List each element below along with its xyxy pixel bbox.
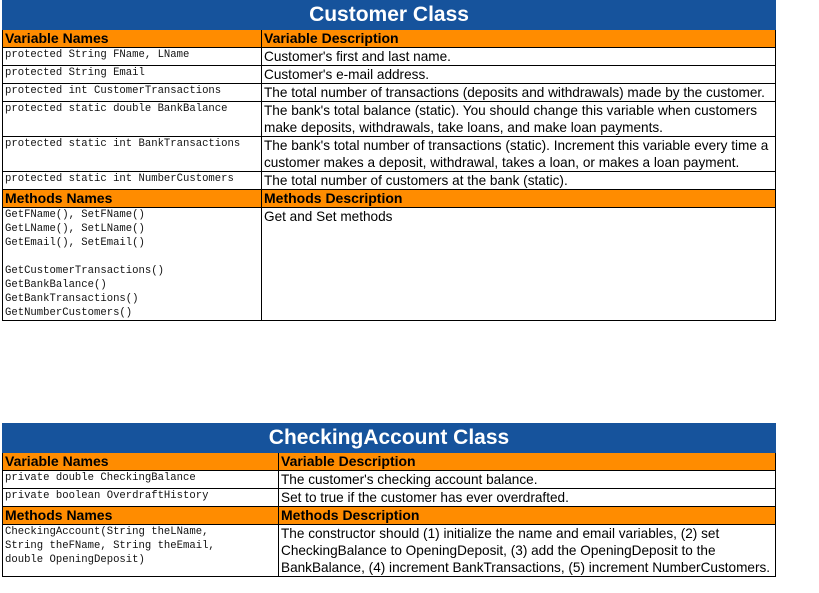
- methods-names-header: Methods Names: [3, 190, 262, 208]
- methods-description-header: Methods Description: [262, 190, 776, 208]
- variable-name: protected static int NumberCustomers: [3, 172, 262, 190]
- method-name: GetLName(), SetLName(): [5, 223, 145, 235]
- constructor-line: double OpeningDeposit): [5, 554, 145, 566]
- methods-description: Get and Set methods: [262, 208, 776, 321]
- variable-description-header: Variable Description: [279, 453, 776, 471]
- variable-name: private double CheckingBalance: [3, 471, 279, 489]
- variable-name: protected String FName, LName: [3, 48, 262, 66]
- checking-account-class-table: [2, 423, 776, 577]
- checking-account-class-title: CheckingAccount Class: [3, 424, 776, 453]
- table-row: [3, 102, 776, 137]
- variable-name: protected String Email: [3, 66, 262, 84]
- constructor-line: String theFName, String theEmail,: [5, 540, 215, 552]
- table-row: [3, 208, 776, 321]
- method-name: GetCustomerTransactions(): [5, 265, 164, 277]
- variable-description: Set to true if the customer has ever overdrafted.: [279, 489, 776, 507]
- table-row: [3, 84, 776, 102]
- method-name: GetFName(), SetFName(): [5, 209, 145, 221]
- variable-names-header: Variable Names: [3, 30, 262, 48]
- variable-name: protected static int BankTransactions: [3, 137, 262, 172]
- method-name: GetBankTransactions(): [5, 293, 139, 305]
- variable-description-header: Variable Description: [262, 30, 776, 48]
- table-row: [3, 48, 776, 66]
- variable-description: The total number of customers at the bank (static).: [262, 172, 776, 190]
- methods-names-header: Methods Names: [3, 507, 279, 525]
- method-name: GetEmail(), SetEmail(): [5, 237, 145, 249]
- table-row: [3, 471, 776, 489]
- variable-name: protected int CustomerTransactions: [3, 84, 262, 102]
- methods-description-header: Methods Description: [279, 507, 776, 525]
- method-name: GetBankBalance(): [5, 279, 107, 291]
- constructor-description: The constructor should (1) initialize the name and email variables, (2) set CheckingBalance to OpeningDeposit, (3) add the OpeningDeposit to the BankBalance, (4) increment BankTransactions, (5) increment NumberCustomers.: [279, 525, 776, 577]
- variable-description: The bank's total number of transactions (static). Increment this variable every time a customer makes a deposit, withdrawal, takes a loan, or makes a loan payment.: [262, 137, 776, 172]
- variable-description: The customer's checking account balance.: [279, 471, 776, 489]
- variable-description: The total number of transactions (deposits and withdrawals) made by the customer.: [262, 84, 776, 102]
- variable-description: The bank's total balance (static). You should change this variable when customers make deposits, withdrawals, take loans, and make loan payments.: [262, 102, 776, 137]
- constructor-signature: [3, 525, 279, 577]
- variable-names-header: Variable Names: [3, 453, 279, 471]
- constructor-line: CheckingAccount(String theLName,: [5, 526, 209, 538]
- table-row: [3, 489, 776, 507]
- method-spacer: [5, 250, 259, 264]
- customer-class-table: [2, 0, 776, 321]
- variable-name: private boolean OverdraftHistory: [3, 489, 279, 507]
- table-row: [3, 66, 776, 84]
- customer-class-title: Customer Class: [3, 1, 776, 30]
- variable-description: Customer's first and last name.: [262, 48, 776, 66]
- method-name: GetNumberCustomers(): [5, 307, 133, 319]
- variable-description: Customer's e-mail address.: [262, 66, 776, 84]
- methods-list: [3, 208, 262, 321]
- table-row: [3, 172, 776, 190]
- table-row: [3, 137, 776, 172]
- variable-name: protected static double BankBalance: [3, 102, 262, 137]
- table-row: [3, 525, 776, 577]
